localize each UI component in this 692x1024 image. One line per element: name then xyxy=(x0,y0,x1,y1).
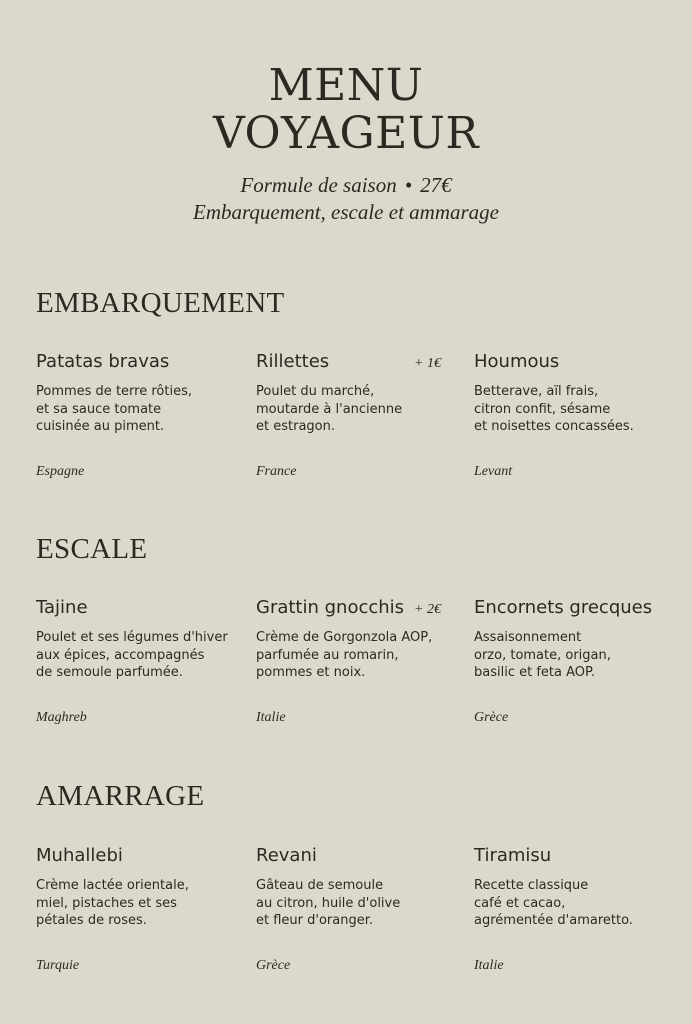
dish-origin: Turquie xyxy=(36,958,80,973)
dish-card xyxy=(474,350,674,479)
dish-description: Gâteau de semoule au citron, huile d'olive et fleur d'oranger. xyxy=(256,878,401,928)
menu-tagline: Embarquement, escale et ammarage xyxy=(193,200,499,224)
dish-origin: Espagne xyxy=(36,464,85,479)
dish-name: Muhallebi xyxy=(36,845,123,866)
dish-description: Poulet et ses légumes d'hiver aux épices, accompagnés de semoule parfumée. xyxy=(36,630,228,680)
dish-origin: Levant xyxy=(474,464,513,479)
dish-name: Encornets grecques xyxy=(474,597,653,618)
dish-origin: France xyxy=(256,464,297,479)
section-title-embarquement: EMBARQUEMENT xyxy=(36,287,285,319)
section-title-escale: ESCALE xyxy=(36,533,148,565)
formula-label: Formule de saison xyxy=(240,173,397,197)
dish-name: Grattin gnocchis xyxy=(256,597,405,618)
dish-name: Rillettes xyxy=(256,351,330,372)
dish-origin: Grèce xyxy=(256,958,291,973)
dish-name: Tiramisu xyxy=(474,845,552,866)
formula-price: 27€ xyxy=(420,173,452,197)
dish-card xyxy=(36,350,236,479)
dish-description: Poulet du marché, moutarde à l'ancienne et estragon. xyxy=(256,384,403,434)
dish-description: Recette classique café et cacao, agrémentée d'amaretto. xyxy=(474,878,633,928)
dish-origin: Italie xyxy=(474,958,504,973)
dish-name: Houmous xyxy=(474,351,560,372)
formula-line xyxy=(0,172,692,198)
dish-card xyxy=(36,844,236,973)
dish-name: Patatas bravas xyxy=(36,351,170,372)
dish-name: Revani xyxy=(256,845,317,866)
dish-name: Tajine xyxy=(36,597,88,618)
menu-title-line1: MENU xyxy=(268,60,424,111)
dish-supplement: + 2€ xyxy=(414,602,441,617)
dish-card xyxy=(474,596,674,725)
dish-origin: Grèce xyxy=(474,710,509,725)
dish-origin: Italie xyxy=(256,710,286,725)
dish-origin: Maghreb xyxy=(36,710,87,725)
dish-description: Crème lactée orientale, miel, pistaches et ses pétales de roses. xyxy=(36,878,189,928)
dish-card xyxy=(474,844,674,973)
dish-card xyxy=(36,596,236,725)
menu-title-line2: VOYAGEUR xyxy=(213,108,479,159)
dish-card xyxy=(256,844,456,973)
dish-supplement: + 1€ xyxy=(414,356,441,371)
dish-description: Betterave, aïl frais, citron confit, sésame et noisettes concassées. xyxy=(474,384,634,434)
dish-description: Assaisonnement orzo, tomate, origan, basilic et feta AOP. xyxy=(474,630,611,680)
dish-description: Crème de Gorgonzola AOP, parfumée au romarin, pommes et noix. xyxy=(256,630,433,680)
separator-dot: • xyxy=(404,173,413,197)
section-title-amarrage: AMARRAGE xyxy=(36,780,205,812)
dish-description: Pommes de terre rôties, et sa sauce tomate cuisinée au piment. xyxy=(36,384,192,434)
